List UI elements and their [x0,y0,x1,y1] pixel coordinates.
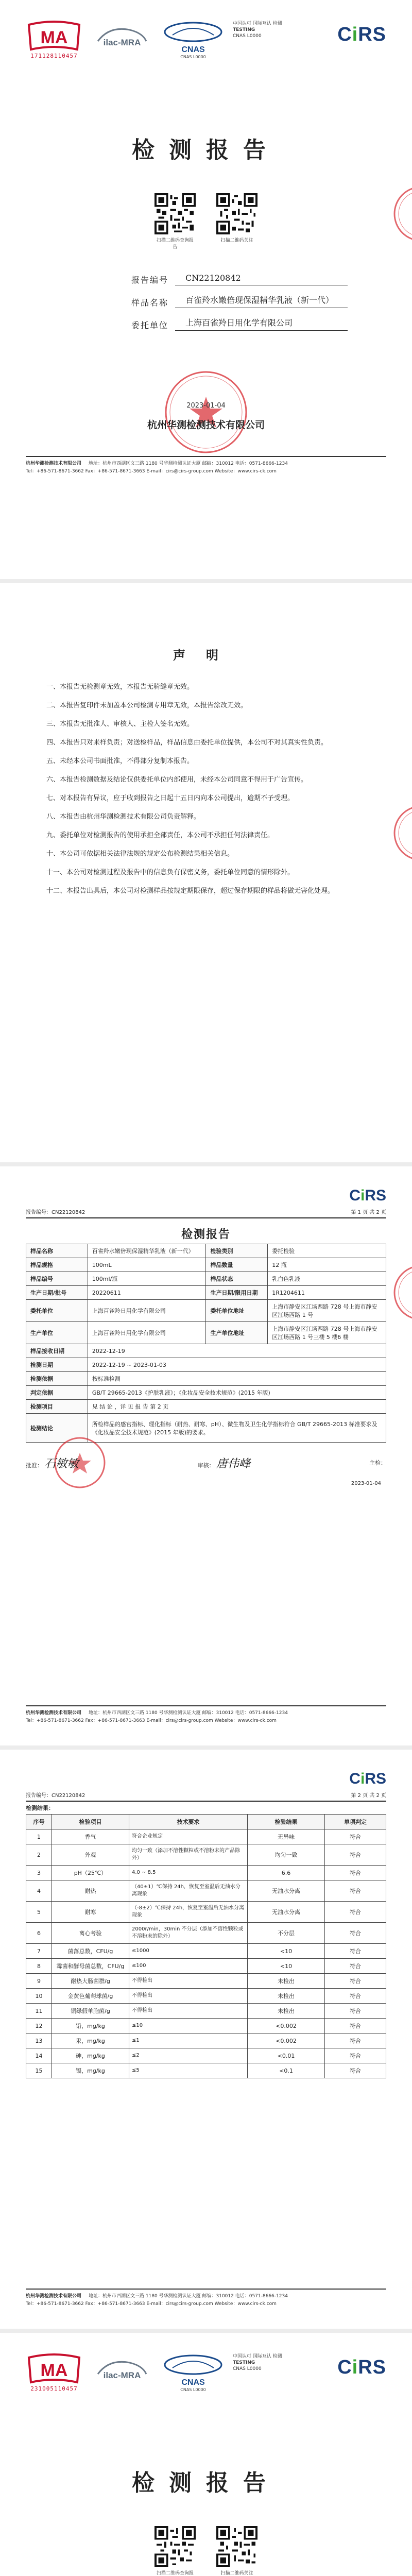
result-value: 无油水分离 [248,1902,325,1923]
info-key: 判定依据 [26,1386,88,1400]
cirs-rs: RS [358,2357,386,2378]
ilac-mark-icon [94,21,150,52]
result-requirement: 4.0 ~ 8.5 [129,1866,248,1880]
result-requirement: （40±1）℃保持 24h，恢复至室温后无油水分离现象 [129,1880,248,1902]
page-indicator: 第 2 页 共 2 页 [351,1793,386,1799]
sample-name-row [131,285,348,308]
declaration-item: 九、委托单位对检测报告的使用承担全部责任，本公司不承担任何法律责任。 [46,832,274,839]
footer-line2: Tel：+86-571-8671-3662 Fax：+86-571-8671-3663 E-mail：cirs@cirs-group.com Website：www.cirs-ck.com [26,1718,277,1723]
result-value: 均匀一致 [248,1844,325,1866]
testing-number: CNAS L0000 [233,33,262,39]
declaration-item: 十、本公司可依据相关法律法规的规定公布检测结果相关信息。 [46,850,234,858]
page-footer [26,1705,386,1725]
info-key: 检验类别 [206,1244,268,1258]
cnas-letters: CNAS [181,2378,205,2387]
result-item: 离心考验 [52,1923,129,1944]
field-label: 样品名称 [131,298,169,308]
page-footer [26,2289,386,2308]
result-item: 镉，mg/kg [52,2063,129,2078]
result-requirement: 均匀一致（添加不溶性颗粒或不溶粉末的产品除外） [129,1844,248,1866]
footer-line2: Tel：+86-571-8671-3662 Fax：+86-571-8671-3663 E-mail：cirs@cirs-group.com Website：www.cirs-ck.com [26,469,277,474]
side-seal-icon [392,800,412,867]
inspector [369,1455,386,1471]
result-judgement: 符合 [325,2048,386,2063]
result-value: <0.002 [248,2033,325,2048]
approver-signature: 石敏敏 [44,1458,79,1470]
info-key: 样品数量 [206,1258,268,1272]
result-index: 7 [26,1944,52,1959]
col-header: 技术要求 [129,1815,248,1829]
result-requirement: ≤100 [129,1959,248,1974]
reviewer-signature: 唐伟峰 [216,1458,251,1470]
client-value: 上海百雀羚日用化学有限公司 [175,316,348,331]
result-judgement: 符合 [325,2033,386,2048]
cover-page-1 [0,0,412,583]
declaration-title: 声明 [173,648,239,663]
declaration-list [46,681,366,904]
info-key: 生产日期/限用日期 [206,1286,268,1300]
info-key: 样品规格 [26,1258,88,1272]
result-value: 无油水分离 [248,1880,325,1902]
issue-date: 2023-01-04 [186,402,226,410]
result-judgement: 符合 [325,2019,386,2033]
declaration-item: 七、对本报告有异议，应于收到报告之日起十五日内向本公司提出，逾期不予受理。 [46,794,295,802]
qr-code-follow[interactable] [216,193,258,250]
report-title: 检测报告 [132,2470,280,2496]
result-item: 耐寒 [52,1902,129,1923]
result-requirement: 2000r/min，30min 不分层（添加不溶性颗粒或不溶粉末的除外） [129,1923,248,1944]
result-index: 11 [26,2004,52,2019]
info-value: 100ml/瓶 [88,1272,206,1286]
result-judgement: 符合 [325,1959,386,1974]
declaration-item: 八、本报告由杭州华测检测技术有限公司负责解释。 [46,813,201,821]
ilac-logo [94,21,150,54]
result-requirement: ≤1 [129,2033,248,2048]
info-key: 样品编号 [26,1272,88,1286]
info-row [26,1272,386,1286]
qr-code-icon [154,2526,196,2567]
results-row [26,1944,386,1959]
result-item: 砷，mg/kg [52,2048,129,2063]
official-seal-icon [154,368,258,456]
qr-row [0,193,412,250]
ma-letters: MA [40,2361,68,2380]
result-index: 14 [26,2048,52,2063]
result-item: 铅，mg/kg [52,2019,129,2033]
declaration-item: 一、本报告无检测章无效，本报告无骑缝章无效。 [46,683,194,691]
info-row [26,1322,386,1344]
info-value: 所检样品的感官指标、理化指标（耐热、耐寒、pH）、微生物及卫生化学指标符合 GB/T 29665-2013 标准要求及《化妆品安全技术规范》(2015 年版)的要求。 [88,1414,386,1443]
result-item: 香气 [52,1829,129,1844]
field-label: 报告编号 [131,275,169,285]
results-row [26,1880,386,1902]
result-judgement: 符合 [325,1902,386,1923]
cirs-rs: RS [358,24,386,45]
result-item: 汞，mg/kg [52,2033,129,2048]
field-label: 委托单位 [131,320,169,330]
cirs-logo [337,24,386,46]
sign-label: 批准： [26,1462,43,1469]
footer-line1: 地址：杭州市西湖区文三路 1180 号华测检测认证大厦 邮编：310012 电话：0571-8666-1234 [89,1710,288,1716]
info-key: 委托单位地址 [206,1300,268,1322]
result-value: 未检出 [248,1974,325,1989]
info-key: 委托单位 [26,1300,88,1322]
info-row [26,1372,386,1386]
cirs-c: C [337,24,352,45]
result-value: 不分层 [248,1923,325,1944]
info-key: 检测结论 [26,1414,88,1443]
declaration-item: 三、本报告无批准人、审核人、主检人签名无效。 [46,720,194,728]
info-value: 上海百雀羚日用化学有限公司 [88,1322,206,1344]
info-value: 上海市静安区江场西路 728 号上海市静安区江场西路 1 号 [268,1300,386,1322]
result-item: 耐热 [52,1880,129,1902]
report-date: 2023-01-04 [351,1481,381,1486]
cnas-number: CNAS L0000 [180,55,206,59]
results-row [26,1829,386,1844]
result-item: 菌落总数，CFU/g [52,1944,129,1959]
declaration-item: 十二、本报告出具后，本公司对检测样品按规定期限保存，超过保存期限的样品将做无害化处理。 [46,887,335,895]
result-index: 15 [26,2063,52,2078]
results-table [26,1814,386,2078]
result-judgement: 符合 [325,2004,386,2019]
result-requirement: ≤2 [129,2048,248,2063]
cirs-i: i [360,1187,365,1204]
result-value: 未检出 [248,2004,325,2019]
testing-accreditation [233,21,295,39]
info-value: 百雀羚水嫩倍现保湿精华乳液（新一代） [88,1244,206,1258]
signature-row [26,1455,386,1471]
result-value: <10 [248,1959,325,1974]
info-key: 生产日期/批号 [26,1286,88,1300]
col-header: 单项判定 [325,1815,386,1829]
info-row [26,1300,386,1322]
result-index: 2 [26,1844,52,1866]
cirs-c: C [349,1187,360,1204]
sample-name-value: 百雀羚水嫩倍现保湿精华乳液（新一代） [175,294,348,308]
testing-cn: 中国认可 国际互认 检测 [233,2354,282,2359]
client-row [131,308,348,331]
cirs-c: C [349,1770,360,1787]
results-row [26,1974,386,1989]
logo-bar [26,2353,386,2400]
ma-mark-icon [26,2353,82,2385]
testing-accreditation [233,2353,295,2372]
info-value: 1R1204611 [268,1286,386,1300]
report-number: 报告编号：CN22120842 [26,1210,85,1215]
cirs-logo [349,1187,386,1205]
ma-number: 231005110457 [30,2385,78,2392]
declaration-item: 五、未经本公司书面批准，不得部分复制本报告。 [46,757,194,765]
result-judgement: 符合 [325,1829,386,1844]
results-page [0,1750,412,2333]
info-row [26,1358,386,1372]
cirs-i: i [352,24,358,45]
results-row [26,2019,386,2033]
qr-code-icon [154,193,196,234]
qr-code-icon [216,193,258,234]
info-value: GB/T 29665-2013《护肤乳液》；《化妆品安全技术规范》(2015 年版) [88,1386,386,1400]
info-row [26,1244,386,1258]
report-header [26,1791,386,1802]
result-value: <0.01 [248,2048,325,2063]
result-requirement: ≤1000 [129,1944,248,1959]
cnas-logo [162,21,224,59]
result-judgement: 符合 [325,1866,386,1880]
qr-code-query[interactable] [154,193,196,250]
info-value: 委托检验 [268,1244,386,1258]
ilac-mark-icon [94,2353,150,2384]
info-row [26,1386,386,1400]
results-row [26,2063,386,2078]
approver [26,1455,79,1471]
result-index: 8 [26,1959,52,1974]
cnas-logo [162,2353,224,2392]
report-number-value: CN22120842 [175,273,348,285]
info-value: 上海市静安区江场西路 728 号上海市静安区江场西路 1 号三楼 5 楼6 楼 [268,1322,386,1344]
sign-label: 审核： [197,1462,215,1469]
side-seal-icon [392,180,412,247]
info-row [26,1286,386,1300]
page-footer [26,456,386,476]
result-item: 耐热大肠菌群/g [52,1974,129,1989]
result-judgement: 符合 [325,1880,386,1902]
info-value: 乳白色乳液 [268,1272,386,1286]
results-caption: 检测结果： [26,1805,54,1811]
info-value: 100mL [88,1258,206,1272]
col-header: 检验结果 [248,1815,325,1829]
footer-company: 杭州华测检测技术有限公司 [26,2294,82,2299]
result-requirement: ≤5 [129,2063,248,2078]
result-requirement: 符合企业规定 [129,1829,248,1844]
footer-company: 杭州华测检测技术有限公司 [26,461,82,466]
info-key: 样品名称 [26,1244,88,1258]
logo-bar [26,21,386,67]
declaration-page [0,583,412,1166]
cirs-rs: RS [365,1770,386,1787]
result-index: 6 [26,1923,52,1944]
qr-code-icon [216,2526,258,2567]
cirs-rs: RS [365,1187,386,1204]
result-item: 外观 [52,1844,129,1866]
ilac-letters: ilac-MRA [103,2370,141,2380]
cover-page-2 [0,2333,412,2576]
report-title: 检测报告 [132,137,280,163]
qr-caption: 扫描二维码查询报 [156,2571,194,2576]
info-value: 2022-12-19 ~ 2023-01-03 [88,1358,386,1372]
side-seal-icon [392,1259,412,1326]
result-requirement: （-8±2）℃保持 24h，恢复至室温后无油水分离现象 [129,1902,248,1923]
results-row [26,1902,386,1923]
cnas-mark-icon [162,2353,224,2376]
result-value: <0.002 [248,2019,325,2033]
report-title: 检测报告 [181,1228,231,1241]
result-value: <10 [248,1944,325,1959]
declaration-item: 四、本报告只对来样负责；对送检样品，样品信息由委托单位提供，本公司不对其真实性负责。 [46,739,328,747]
result-requirement: 不得检出 [129,2004,248,2019]
footer-line2: Tel：+86-571-8671-3662 Fax：+86-571-8671-3663 E-mail：cirs@cirs-group.com Website：www.cirs-ck.com [26,2301,277,2307]
qr-code-follow[interactable] [216,2526,258,2576]
info-key: 生产单位 [26,1322,88,1344]
info-key: 检测依据 [26,1372,88,1386]
testing-en: TESTING [233,27,255,32]
info-key: 生产单位地址 [206,1322,268,1344]
report-info-page [0,1166,412,1750]
cirs-i: i [360,1770,365,1787]
ilac-logo [94,2353,150,2386]
result-index: 1 [26,1829,52,1844]
cirs-logo [337,2357,386,2379]
info-value: 见 结 论 ，详 见 报 告 第 2 页 [88,1400,386,1414]
sign-label: 主检： [369,1460,386,1466]
results-body [26,1829,386,2078]
page-indicator: 第 1 页 共 2 页 [351,1210,386,1215]
testing-cn: 中国认可 国际互认 检测 [233,21,282,26]
cnas-letters: CNAS [181,45,205,54]
info-value: 2022-12-19 [88,1344,386,1358]
result-judgement: 符合 [325,2063,386,2078]
ma-logo [26,2353,82,2394]
qr-caption: 扫描二维码关注 [220,238,253,243]
info-row [26,1400,386,1414]
result-judgement: 符合 [325,1989,386,2004]
qr-caption: 扫描二维码关注 [220,2571,253,2576]
ma-letters: MA [40,28,68,47]
result-judgement: 符合 [325,1974,386,1989]
results-row [26,2004,386,2019]
results-row [26,1923,386,1944]
result-requirement: ≤10 [129,2019,248,2033]
result-index: 10 [26,1989,52,2004]
info-key: 检测日期 [26,1358,88,1372]
results-header-row [26,1815,386,1829]
issuing-company: 杭州华测检测技术有限公司 [147,419,265,431]
result-index: 3 [26,1866,52,1880]
result-item: pH（25℃） [52,1866,129,1880]
info-value: 按标准检测 [88,1372,386,1386]
qr-caption: 扫描二维码查询报告 [156,238,194,250]
result-index: 5 [26,1902,52,1923]
qr-code-query[interactable] [154,2526,196,2576]
info-key: 样品状态 [206,1272,268,1286]
result-index: 9 [26,1974,52,1989]
results-row [26,1989,386,2004]
report-header [26,1208,386,1218]
results-row [26,1959,386,1974]
results-row [26,2033,386,2048]
info-row [26,1344,386,1358]
report-number: 报告编号：CN22120842 [26,1793,85,1799]
declaration-item: 十一、本公司对检测过程及报告中的信息负有保密义务，委托单位同意的情形除外。 [46,869,295,876]
footer-line1: 地址：杭州市西湖区文三路 1180 号华测检测认证大厦 邮编：310012 电话：0571-8666-1234 [89,2294,288,2299]
report-number-row [131,263,348,285]
testing-en: TESTING [233,2360,255,2365]
declaration-item: 二、本报告复印件未加盖本公司检测专用章无效，本报告涂改无效。 [46,702,248,709]
ilac-letters: ilac-MRA [103,38,141,47]
result-item: 霉菌和酵母菌总数，CFU/g [52,1959,129,1974]
cnas-number: CNAS L0000 [180,2387,206,2392]
results-row [26,1844,386,1866]
result-index: 13 [26,2033,52,2048]
result-judgement: 符合 [325,1944,386,1959]
result-value: 无异味 [248,1829,325,1844]
ma-mark-icon [26,21,82,53]
results-row [26,2048,386,2063]
footer-company: 杭州华测检测技术有限公司 [26,1710,82,1716]
result-requirement: 不得检出 [129,1974,248,1989]
result-value: <0.1 [248,2063,325,2078]
info-row [26,1258,386,1272]
result-index: 4 [26,1880,52,1902]
result-requirement: 不得检出 [129,1989,248,2004]
result-index: 12 [26,2019,52,2033]
cirs-i: i [352,2357,358,2378]
cover-fields [131,263,348,331]
col-header: 序号 [26,1815,52,1829]
result-value: 未检出 [248,1989,325,2004]
result-value: 6.6 [248,1866,325,1880]
footer-line1: 地址：杭州市西湖区文三路 1180 号华测检测认证大厦 邮编：310012 电话：0571-8666-1234 [89,461,288,466]
declaration-item: 六、本报告检测数据及结论仅供委托单位内部使用，未经本公司同意不得用于广告宣传。 [46,776,308,784]
ma-number: 171128110457 [30,53,78,59]
qr-row [0,2526,412,2576]
info-key: 样品接收日期 [26,1344,88,1358]
col-header: 检验项目 [52,1815,129,1829]
reviewer [198,1455,251,1471]
cnas-mark-icon [162,21,224,43]
results-row [26,1866,386,1880]
cirs-c: C [337,2357,352,2378]
cirs-logo [349,1770,386,1788]
sample-info-table [26,1244,386,1443]
result-item: 金黄色葡萄球菌/g [52,1989,129,2004]
result-item: 铜绿假单胞菌/g [52,2004,129,2019]
ma-logo [26,21,82,61]
info-value: 20220611 [88,1286,206,1300]
info-value: 上海百雀羚日用化学有限公司 [88,1300,206,1322]
info-value: 12 瓶 [268,1258,386,1272]
result-judgement: 符合 [325,1923,386,1944]
testing-number: CNAS L0000 [233,2366,262,2371]
result-judgement: 符合 [325,1844,386,1866]
info-key: 检测项目 [26,1400,88,1414]
